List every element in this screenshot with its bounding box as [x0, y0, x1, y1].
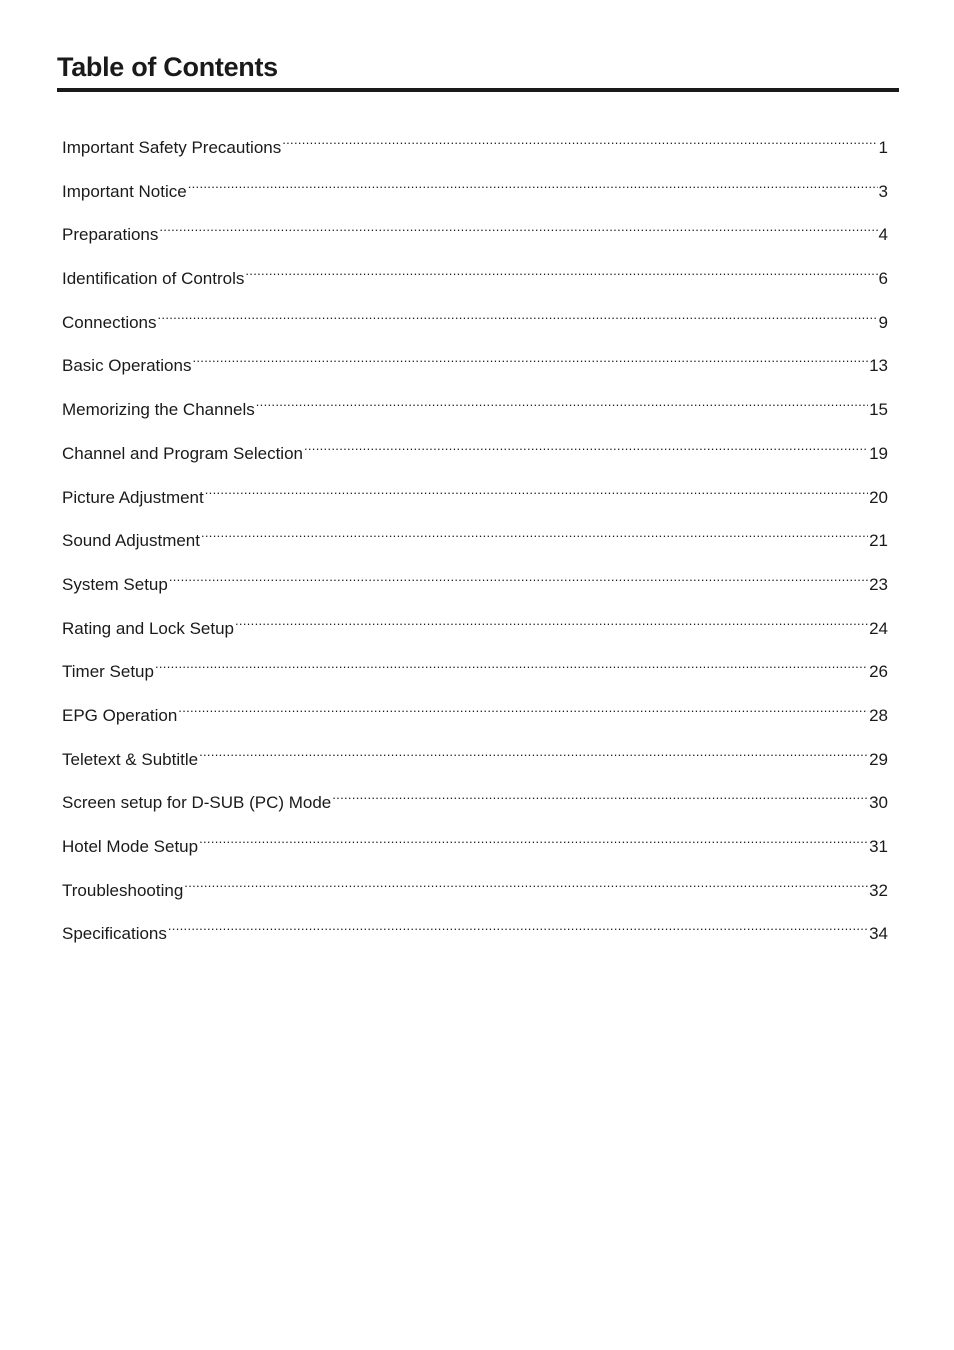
toc-entry-page: 23	[869, 574, 888, 594]
toc-entry-label: Troubleshooting	[62, 880, 184, 900]
toc-entry-page: 30	[869, 793, 888, 813]
toc-entry-page: 19	[869, 443, 888, 463]
dot-leader	[155, 647, 868, 677]
dot-leader	[178, 691, 868, 721]
toc-entry[interactable]	[62, 647, 888, 691]
toc-entry[interactable]	[62, 210, 888, 254]
toc-entry[interactable]	[62, 560, 888, 604]
dot-leader	[235, 604, 868, 634]
toc-entry[interactable]	[62, 691, 888, 735]
title-divider	[57, 88, 899, 92]
dot-leader	[188, 167, 878, 197]
toc-entry[interactable]	[62, 298, 888, 342]
page-title: Table of Contents	[57, 52, 278, 82]
toc-entry-label: Rating and Lock Setup	[62, 618, 235, 638]
toc-entry-page: 9	[878, 312, 888, 332]
toc-entry-label: Hotel Mode Setup	[62, 837, 199, 856]
toc-entry-page: 29	[869, 749, 888, 769]
toc-entry[interactable]	[62, 866, 888, 910]
toc-entry[interactable]	[62, 473, 888, 517]
toc-entry[interactable]	[62, 341, 888, 385]
toc-entry-label: EPG Operation	[62, 705, 178, 725]
toc-entry-page: 3	[878, 181, 888, 201]
toc-entry-label: Picture Adjustment	[62, 487, 204, 507]
toc-entry-label: Channel and Program Selection	[62, 443, 303, 463]
toc-entry[interactable]	[62, 254, 888, 298]
toc-entry-page: 21	[869, 531, 888, 551]
toc-entry[interactable]	[62, 385, 888, 429]
toc-entry-label: System Setup	[62, 574, 168, 594]
toc-entry-label: Important Safety Precautions	[62, 138, 282, 157]
toc-entry-page: 1	[878, 138, 888, 157]
toc-entry[interactable]	[62, 516, 888, 560]
dot-leader	[168, 909, 868, 939]
toc-entry-label: Specifications	[62, 924, 167, 944]
toc-entry-page: 20	[869, 487, 888, 507]
dot-leader	[199, 735, 868, 765]
toc-entry-label: Timer Setup	[62, 662, 154, 682]
dot-leader	[159, 210, 877, 240]
toc-entry-label: Important Notice	[62, 181, 187, 201]
toc-entry-label: Preparations	[62, 225, 159, 245]
dot-leader	[169, 560, 868, 590]
toc-entry-label: Identification of Controls	[62, 269, 245, 289]
toc-entry[interactable]	[62, 909, 888, 953]
dot-leader	[332, 778, 868, 808]
toc-entry-page: 15	[869, 400, 888, 420]
dot-leader	[184, 866, 868, 896]
toc-entry-page: 28	[869, 705, 888, 725]
dot-leader	[199, 822, 868, 852]
toc-entry-label: Sound Adjustment	[62, 531, 200, 551]
toc-entry[interactable]	[62, 429, 888, 473]
toc-entry-page: 24	[869, 618, 888, 638]
toc-entry[interactable]	[62, 778, 888, 822]
toc-entry-label: Connections	[62, 312, 157, 332]
table-of-contents	[62, 123, 888, 953]
dot-leader	[158, 298, 878, 328]
dot-leader	[201, 516, 868, 546]
toc-entry-label: Basic Operations	[62, 356, 192, 376]
toc-entry-page: 26	[869, 662, 888, 682]
toc-entry[interactable]	[62, 735, 888, 779]
toc-entry-label: Screen setup for D-SUB (PC) Mode	[62, 793, 332, 813]
dot-leader	[245, 254, 877, 284]
dot-leader	[205, 473, 868, 503]
toc-entry-page: 34	[869, 924, 888, 944]
dot-leader	[256, 385, 868, 415]
dot-leader	[192, 341, 868, 371]
toc-entry-page: 6	[878, 269, 888, 289]
toc-entry[interactable]	[62, 822, 888, 866]
dot-leader	[282, 123, 877, 153]
toc-entry[interactable]	[62, 604, 888, 648]
toc-entry-page: 4	[878, 225, 888, 245]
toc-entry-page: 32	[869, 880, 888, 900]
toc-entry-label: Teletext & Subtitle	[62, 749, 199, 769]
toc-entry[interactable]	[62, 167, 888, 211]
dot-leader	[304, 429, 868, 459]
toc-entry[interactable]	[62, 123, 888, 167]
toc-entry-label: Memorizing the Channels	[62, 400, 255, 420]
toc-entry-page: 31	[869, 837, 888, 856]
toc-entry-page: 13	[869, 356, 888, 376]
